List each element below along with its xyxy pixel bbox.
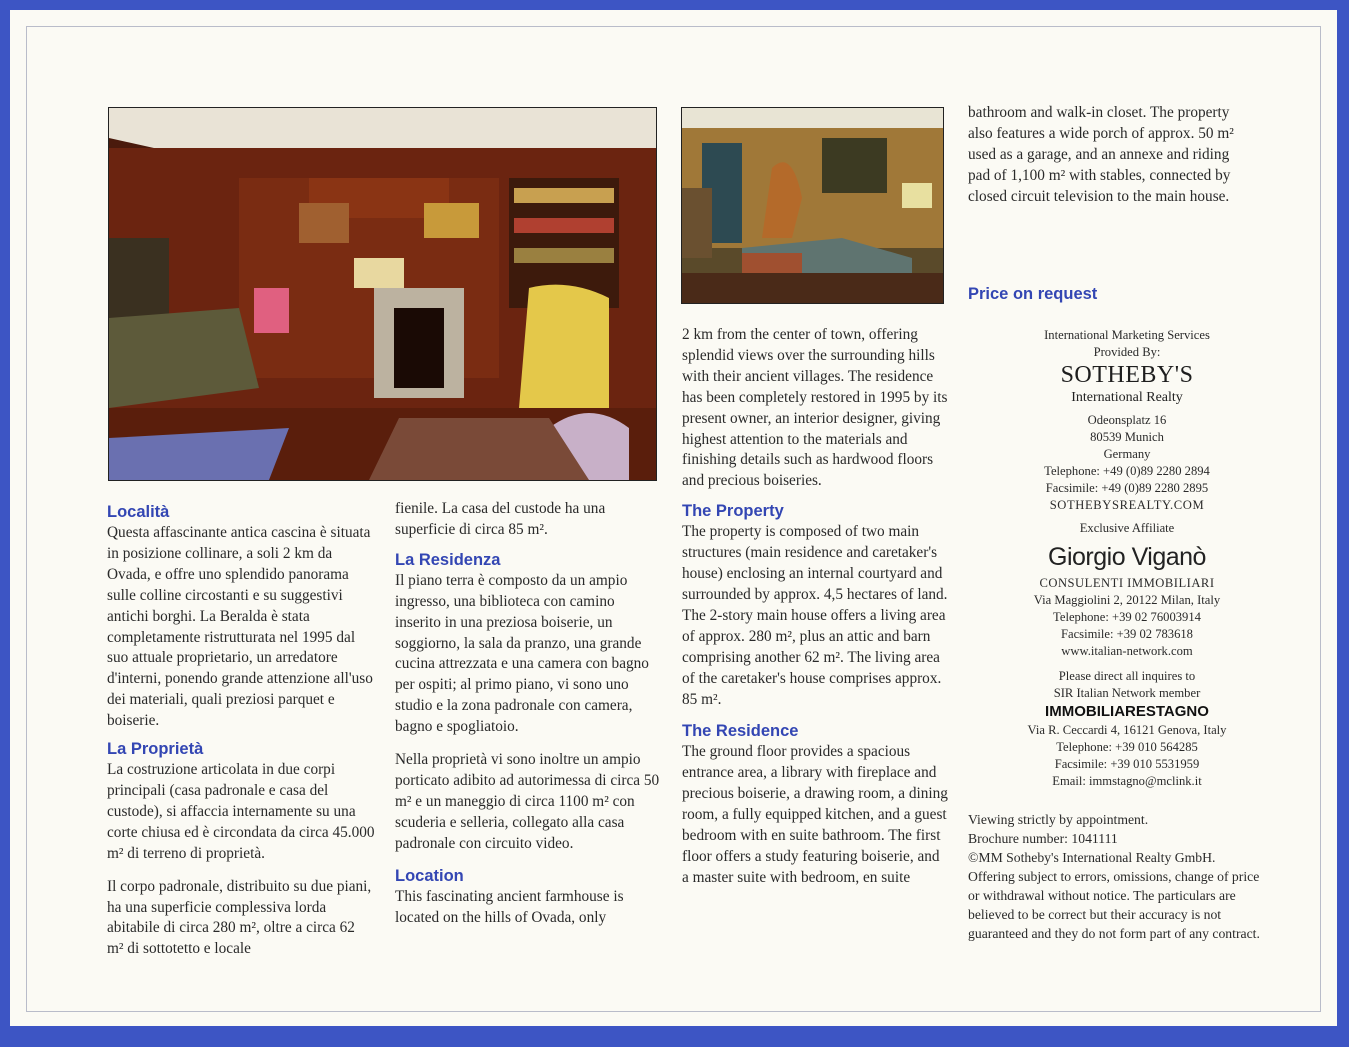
munich-city: 80539 Munich [1090,430,1164,444]
sothebys-logo-sub: International Realty [1071,390,1183,405]
heading-location: Location [395,866,464,885]
copyright-line: ©MM Sotheby's International Realty GmbH. [968,850,1216,865]
town-text: 2 km from the center of town, offering splendid views over the surrounding hills with their ancient villages. The residence has been completely restored in 1995 by its present owner, an interior designer, giving highest attention to the materials and finishing details such as hardwood floors and precious boiseries. [682,326,948,490]
network-member-line: SIR Italian Network member [1053,686,1201,700]
heading-localita: Località [107,503,170,521]
porch-text: bathroom and walk-in closet. The property also features a wide porch of approx. 50 m² used as a garage, and an annexe and riding pad of 1,100 m² with stables, connected by closed circuit television to the main house. [968,104,1234,205]
provided-by-line: Provided By: [1093,345,1161,359]
agency-contacts [968,327,1286,790]
direct-inquiries-line: Please direct all inquires to [1058,669,1196,683]
vigano-facsimile: Facsimile: +39 02 783618 [1061,627,1193,641]
vigano-logo: Giorgio Viganò [1048,543,1206,571]
vigano-website: www.italian-network.com [1061,644,1193,658]
viewing-note: Viewing strictly by appointment. [968,812,1149,827]
sothebys-logo: SOTHEBY'S [1060,362,1194,388]
heading-la-residenza: La Residenza [395,550,501,569]
marketing-services-line: International Marketing Services [1044,328,1210,342]
immobiliarestagno-name: IMMOBILIARESTAGNO [1045,703,1209,720]
heading-la-proprieta: La Proprietà [107,740,204,759]
corpo-padronale-text: Il corpo padronale, distribuito su due piani, ha una superficie complessiva lorda abitabile di circa 280 m², oltre a circa 62 m² di sottotetto e locale [107,877,372,958]
munich-street: Odeonsplatz 16 [1087,413,1167,427]
localita-text: Questa affascinante antica cascina è situata in posizione collinare, a soli 2 km da Ovada, e offre uno splendido panorama sulle colline circostanti e su suggestivi antichi borghi. La Beralda è stata completamente ristrutturata nel 1995 dal suo attuale proprietario, un arredatore d'interni, ponendo grande attenzione all'uso dei materiali, quali preziosi parquet e boiserie. [107,524,373,730]
stagno-facsimile: Facsimile: +39 010 5531959 [1054,757,1200,771]
la-residenza-text: Il piano terra è composto da un ampio ingresso, una biblioteca con camino inserito in una preziosa boiserie, un soggiorno, la sala da pranzo, una grande cucina attrezzata e una camera con bagno per ospiti; al primo piano, vi sono uno studio e la zona padronale con camera, bagno e spogliatoio. [395,571,649,736]
fienile-text: fienile. La casa del custode ha una superficie di circa 85 m². [395,500,606,538]
porticato-text: Nella proprietà vi sono inoltre un ampio porticato adibito ad autorimessa di circa 50 m² e un maneggio di circa 1100 m² con scuderia e selleria, collegato alla casa padronale con circuito video. [395,751,660,852]
location-text: This fascinating ancient farmhouse is located on the hills of Ovada, only [395,887,624,926]
munich-country: Germany [1103,447,1151,461]
vigano-address: Via Maggiolini 2, 20122 Milan, Italy [1033,593,1221,607]
brochure-page [10,10,1337,1026]
library-photo [108,107,657,481]
column-1 [107,499,375,960]
column-4 [968,103,1238,208]
la-proprieta-text: La costruzione articolata in due corpi principali (casa padronale e casa del custode), si affaccia internamente su una corte chiusa ed è circondata da circa 45.000 m² di terreno di proprietà. [107,761,375,862]
stagno-address: Via R. Ceccardi 4, 16121 Genova, Italy [1027,723,1227,737]
sothebys-website: SOTHEBYSREALTY.COM [1049,498,1205,512]
vigano-subtitle: CONSULENTI IMMOBILIARI [1039,576,1215,590]
vigano-telephone: Telephone: +39 02 76003914 [1053,610,1201,624]
disclaimer-text: Offering subject to errors, omissions, change of price or withdrawal without notice. The particulars are believed to be correct but their accuracy is not guaranteed and they do not form part of any contract. [968,869,1260,941]
exclusive-affiliate-label: Exclusive Affiliate [1079,521,1175,535]
column-3 [682,325,950,889]
stagno-telephone: Telephone: +39 010 564285 [1056,740,1198,754]
the-property-text: The property is composed of two main structures (main residence and caretaker's house) enclosing an internal courtyard and surrounded by approx. 4,5 hectares of land. The 2-story main house offers a living area of approx. 280 m², plus an attic and barn comprising another 62 m². The living area of the caretaker's house comprises approx. 85 m². [682,523,948,708]
heading-the-property: The Property [682,502,784,521]
heading-the-residence: The Residence [682,722,799,741]
brochure-number: Brochure number: 1041111 [968,831,1118,846]
drawing-room-photo [681,107,944,304]
price-on-request: Price on request [968,285,1098,303]
munich-facsimile: Facsimile: +49 (0)89 2280 2895 [1045,481,1209,495]
the-residence-text: The ground floor provides a spacious entrance area, a library with fireplace and precious boiserie, a drawing room, a dining room, a fully equipped kitchen, and a guest bedroom with en suite bathroom. The first floor offers a study featuring boiserie, and a master suite with bedroom, en suite [682,743,948,886]
column-2 [395,499,663,928]
munich-telephone: Telephone: +49 (0)89 2280 2894 [1044,464,1210,478]
stagno-email: Email: immstagno@mclink.it [1052,774,1202,788]
legal-notes [968,810,1268,943]
